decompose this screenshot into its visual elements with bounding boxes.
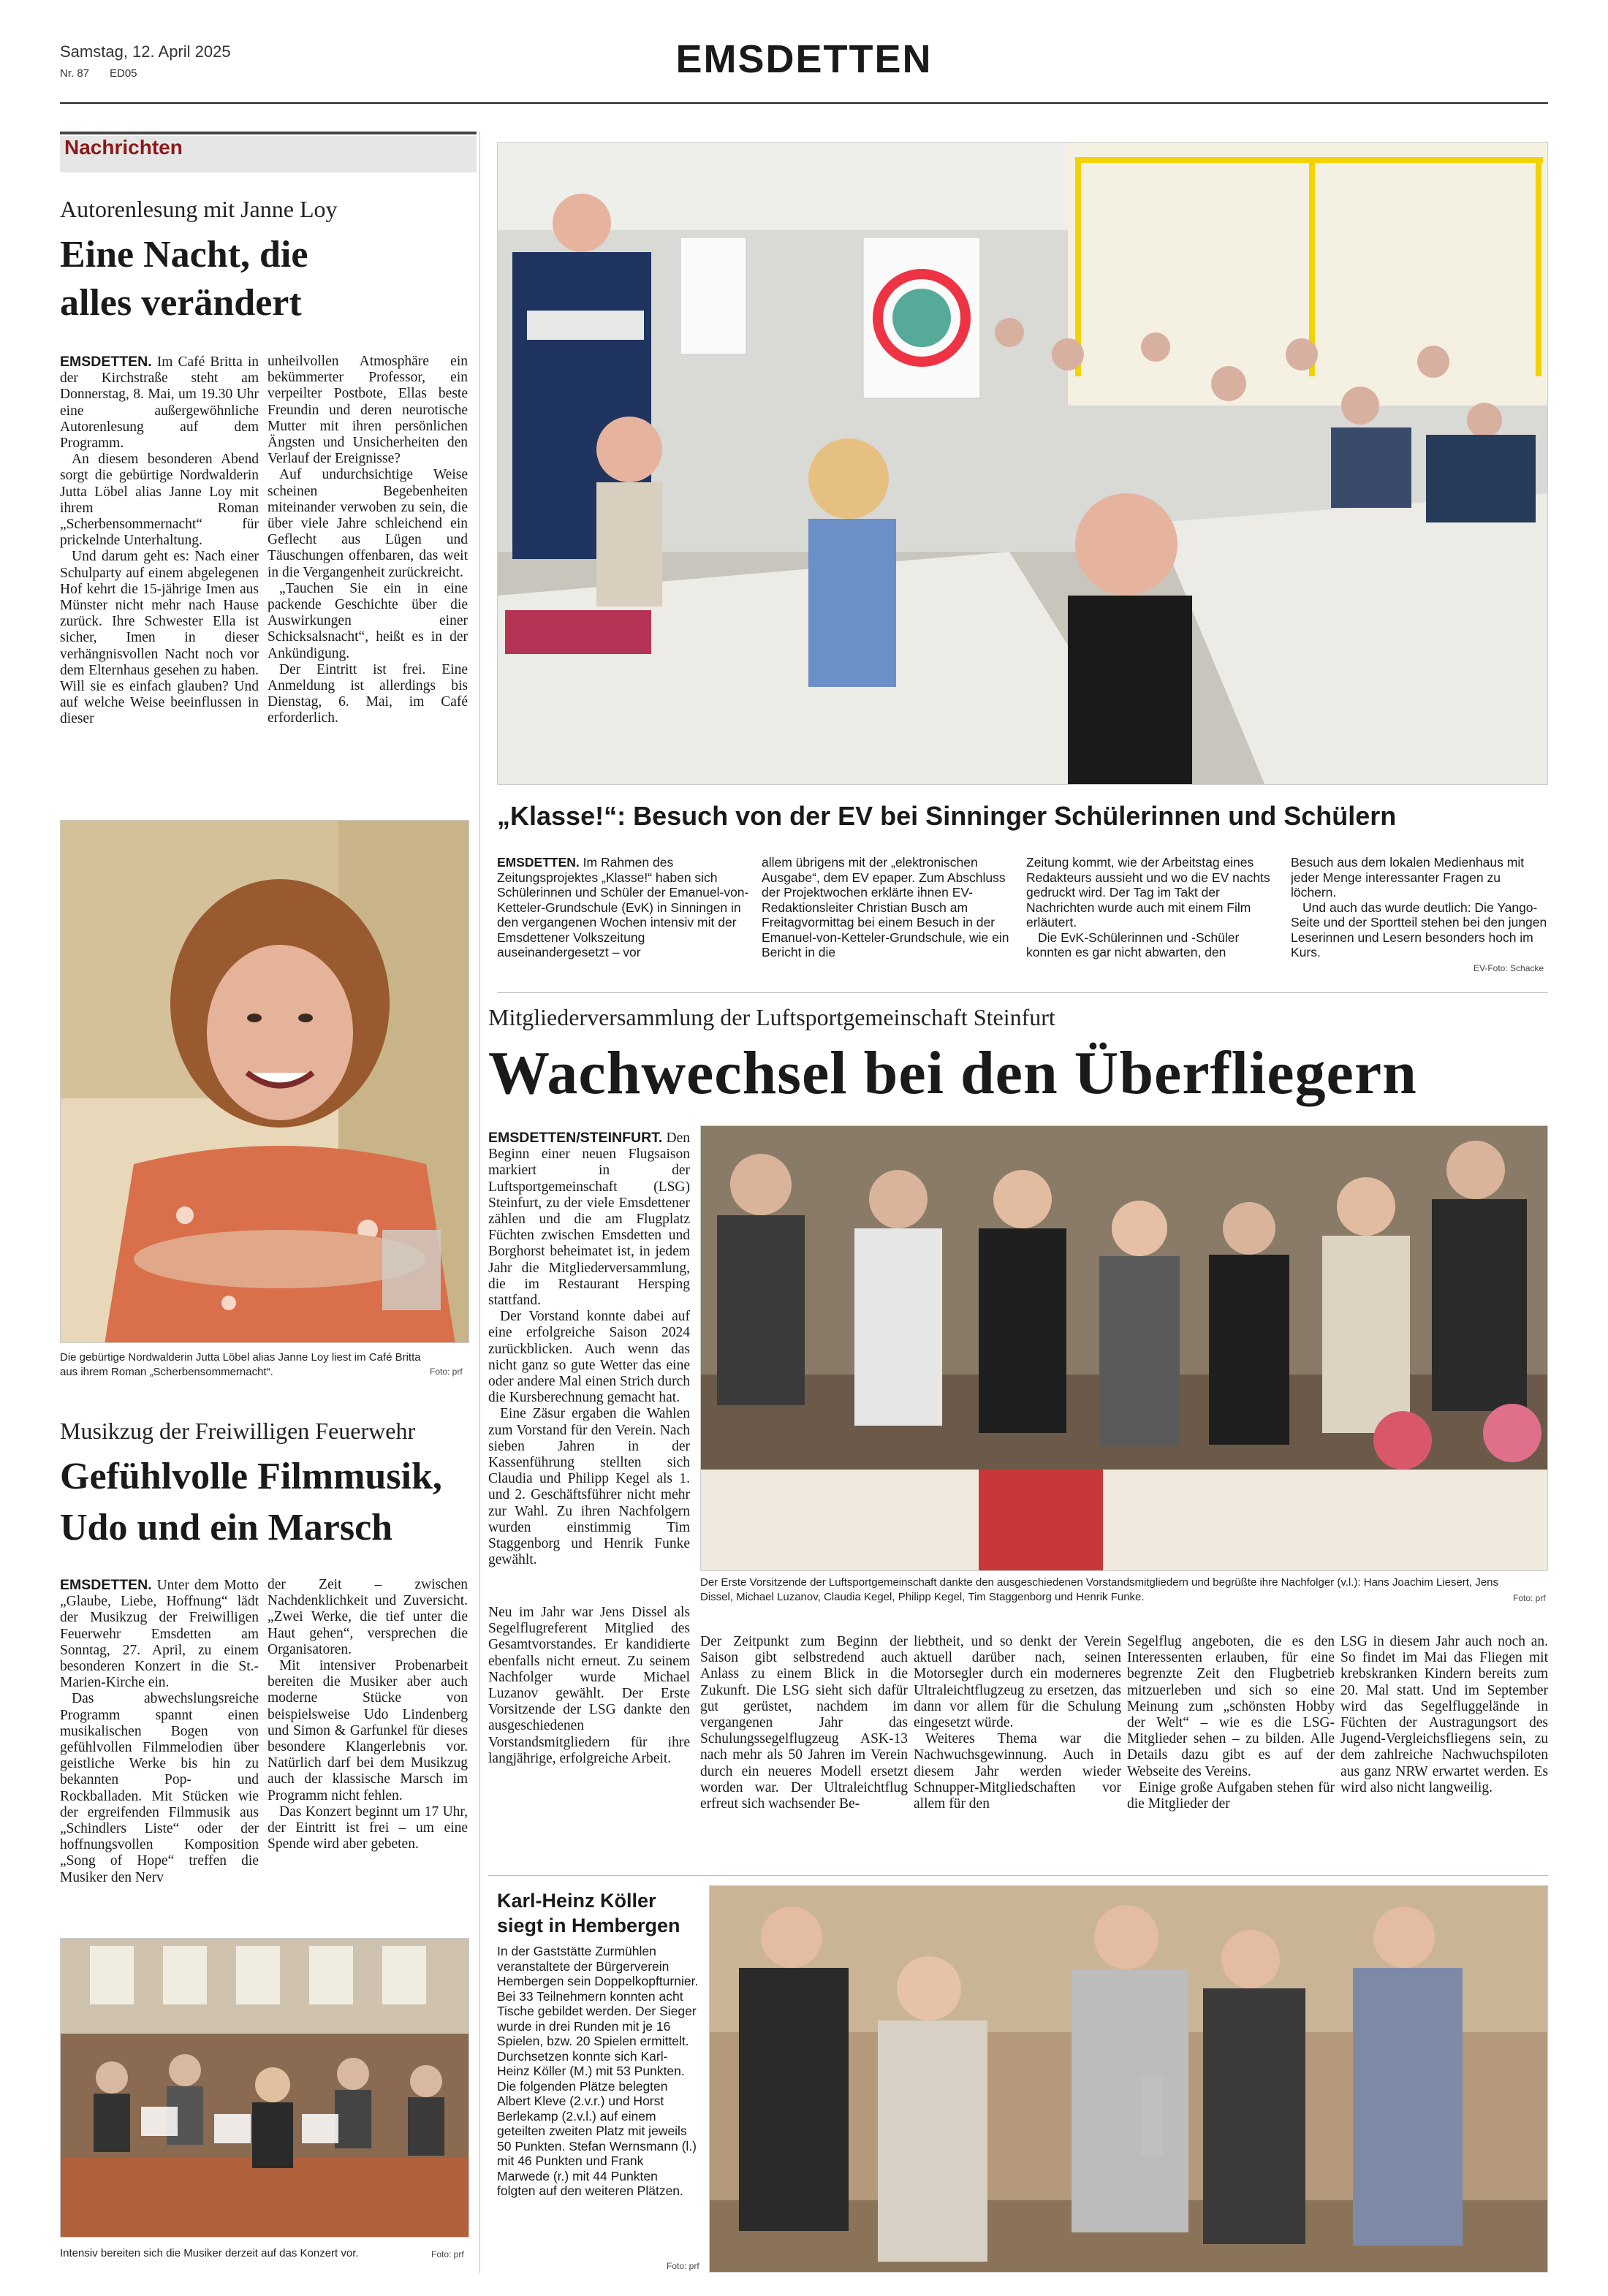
klasse-column-4: Besuch aus dem lokalen Medienhaus mit jeder Menge interessanter Fragen zu löchern. Und auch das wurde deutlich: Die Yango-Seite und der Sportteil stehen bei den jungen Leserinnen und Lesern besonders hoch im Kurs.	[1291, 855, 1547, 959]
issue-number: Nr. 87	[60, 67, 90, 80]
rubric-rule	[60, 132, 477, 134]
klasse-photo-credit: EV-Foto: Schacke	[1474, 963, 1544, 973]
autoren-kicker: Autorenlesung mit Janne Loy	[60, 196, 338, 222]
classroom-photo	[497, 142, 1548, 785]
lsg-headline: Wachwechsel bei den Überfliegern	[488, 1039, 1417, 1107]
klasse-column-2: allem übrigens mit der „elektronischen Ausgabe“, dem EV epaper. Zum Abschluss der Projektwochen erklärte ihnen EV-Redaktionsleiter Christian Busch am Freitagvormittag bei einem Besuch in der Emanuel-von-Ketteler-Grundschule, wie ein Bericht in die	[762, 855, 1009, 959]
band-photo-credit: Foto: prf	[431, 2249, 464, 2259]
musikzug-kicker: Musikzug der Freiwilligen Feuerwehr	[60, 1418, 416, 1444]
doppelkopf-winners-photo	[709, 1885, 1548, 2273]
rubric-label: Nachrichten	[64, 136, 183, 159]
lsg-intro-column: EMSDETTEN/STEINFURT. Den Beginn einer neuen Flugsaison markiert in der Luftsportgemeinschaft (LSG) Steinfurt, zu der viele Emsdettener zählen und die am Flugplatz Füchten zwischen Emsdetten und Borghorst beheimatet ist, in jedem Jahr die Mitgliederversammlung, die im Restaurant Hersping stattfand. Der Vorstand konnte dabei auf eine erfolgreiche Saison 2024 zurückblicken. Auch wenn das nicht ganz so gute Wetter das eine oder andere Mal einen Strich durch die Kursberechnung gemacht hat. Eine Zäsur ergaben die Wahlen zum Vorstand für den Verein. Nach sieben Jahren in der Kassenführung stellten sich Claudia und Philipp Kegel als 1. und 2. Geschäftsführer nicht mehr zur Wahl. Zu ihren Nachfolgern wurden einstimmig Tim Staggenborg und Henrik Funke gewählt.	[488, 1130, 690, 1568]
koeller-photo-credit: Foto: prf	[667, 2261, 699, 2271]
lsg-column-4: Segelflug angeboten, die es den Interessenten erlauben, für eine begrenzte Zeit den Flugbetrieb mitzuerleben und sich so eine Meinung zum „schönsten Hobby der Welt“ – wie es die LSG-Mitglieder sehen – zu bilden. Alle Details dazu gibt es auf der Webseite des Vereins. Einige große Aufgaben stehen für die Mitglieder der	[1127, 1634, 1335, 1812]
masthead-rule	[60, 102, 1548, 104]
lsg-board-photo	[700, 1125, 1548, 1571]
issue-date: Samstag, 12. April 2025	[60, 42, 231, 61]
klasse-headline: „Klasse!“: Besuch von der EV bei Sinninger Schülerinnen und Schülern	[497, 801, 1397, 831]
klasse-divider	[497, 992, 1548, 993]
band-rehearsal-photo	[60, 1938, 469, 2238]
musikzug-column-1: EMSDETTEN. Unter dem Motto „Glaube, Liebe, Hoffnung“ lädt der Musikzug der Freiwilligen Feuerwehr Emsdetten am Sonntag, 27. April, zu einem besonderen Konzert in die St.-Marien-Kirche ein. Das abwechslungsreiche Programm spannt einen musikalischen Bogen von gefühlvollen Filmmelodien über geistliche Werke bis hin zu bekannten Pop- und Rockballaden. Mit Stücken wie der ergreifenden Filmmusik aus „Schindlers Liste“ oder der hoffnungsvollen Komposition „Song of Hope“ treffen die Musiker den Nerv	[60, 1577, 259, 1885]
klasse-column-3: Zeitung kommt, wie der Arbeitstag eines Redakteurs aussieht und wo die EV nachts gedruckt wird. Der Tag im Takt der Nachrichten wurde auch mit einem Film erläutert. Die EvK-Schülerinnen und -Schüler konnten es gar nicht abwarten, den	[1026, 855, 1270, 959]
autoren-column-1: EMSDETTEN. Im Café Britta in der Kirchstraße steht am Donnerstag, 8. Mai, um 19.30 Uhr eine außergewöhnliche Autorenlesung auf dem Programm. An diesem besonderen Abend sorgt die gebürtige Nordwalderin Jutta Löbel alias Janne Loy mit ihrem Roman „Scherbensommernacht“ für prickelnde Unterhaltung. Und darum geht es: Nach einer Schulparty auf einem abgelegenen Hof kehrt die 15-jährige Imen aus Münster nicht mehr nach Hause zurück. Ihre Schwester Ella ist sicher, Imen in dieser verhängnisvollen Nacht noch vor dem Elternhaus gesehen zu haben. Will sie es einfach glauben? Und auf welche Weise beeinflussen in dieser	[60, 354, 259, 727]
lsg-column-5: LSG in diesem Jahr auch noch an. So findet im Mai das Fliegen mit krebskranken Kindern bereits zum 20. Mal statt. Und im September wird das Segelfluggelände in Füchten der Austragungsort des Jugend-Vergleichsfliegens sein, zu dem zahlreiche Nachwuchspiloten aus ganz NRW erwartet werden. Es wird also nicht langweilig.	[1340, 1634, 1548, 1795]
band-photo-caption: Intensiv bereiten sich die Musiker derzeit auf das Konzert vor.	[60, 2247, 359, 2259]
musikzug-column-2: der Zeit – zwischen Nachdenklichkeit und Zuversicht. „Zwei Werke, die tief unter die Haut gehen“, versprechen die Organisatoren. Mit intensiver Probenarbeit bereiten die Musiker aber auch moderne Stücke von beispielsweise Udo Lindenberg und Simon & Garfunkel für dieses besondere Klangerlebnis vor. Natürlich darf bei dem Musikzug auch der klassische Marsch im Programm nicht fehlen. Das Konzert beginnt um 17 Uhr, der Eintritt ist frei – um eine Spende wird aber gebeten.	[268, 1577, 468, 1852]
lsg-photo-caption: Der Erste Vorsitzende der Luftsportgemeinschaft dankte den ausgeschiedenen Vorstandsmitgliedern und begrüßte ihre Nachfolger (v.l.): Hans Joachim Liesert, Jens Dissel, Michael Luzanov, Claudia Kegel, Philipp Kegel, Tim Staggenborg und Henrik Funke.	[700, 1576, 1498, 1603]
lsg-column-2: Der Zeitpunkt zum Beginn der Saison gibt selbstredend auch Anlass zu einem Blick in die Zukunft. Die LSG sieht sich dafür gut gerüstet, nachdem im vergangenen Jahr das Schulungssegelflugzeug ASK-13 nach mehr als 50 Jahren im Verein durch ein neueres Modell ersetzt worden war. Der Ultraleichtflug erfreut sich wachsender Be-	[700, 1634, 908, 1812]
musikzug-headline: Gefühlvolle Filmmusik, Udo und ein Marsch	[60, 1456, 442, 1548]
lsg-photo-credit: Foto: prf	[1513, 1593, 1546, 1603]
autoren-headline: Eine Nacht, die alles verändert	[60, 234, 308, 324]
author-photo-credit: Foto: prf	[430, 1366, 463, 1377]
author-photo-caption: Die gebürtige Nordwalderin Jutta Löbel alias Janne Loy liest im Café Britta aus ihrem Roman „Scherbensommernacht“.	[60, 1351, 421, 1378]
edition-code: ED05	[110, 67, 137, 80]
lsg-column-1: Neu im Jahr war Jens Dissel als Segelflugreferent Mitglied des Gesamtvorstandes. Er kandidierte ebenfalls nicht erneut. Zu seinem Nachfolger wurde Michael Luzanov gewählt. Der Erste Vorsitzende der LSG dankte den ausgeschiedenen Vorstandsmitgliedern für ihre langjährige, erfolgreiche Arbeit.	[488, 1605, 690, 1766]
section-title: EMSDETTEN	[675, 37, 933, 81]
koeller-headline: Karl-Heinz Köller siegt in Hembergen	[497, 1890, 680, 1936]
column-divider	[479, 132, 480, 2273]
lsg-kicker: Mitgliederversammlung der Luftsportgemeinschaft Steinfurt	[488, 1004, 1055, 1030]
lsg-column-3: liebtheit, und so denkt der Verein aktuell darüber nach, seinen Motorsegler durch ein moderneres Ultraleichtflugzeug zu ersetzen, das dann vor allem für die Schulung eingesetzt würde. Weiteres Thema war die Nachwuchsgewinnung. Auch in diesem Jahr werden wieder Schnupper-Mitgliedschaften vor allem für den	[914, 1634, 1121, 1812]
koeller-text: In der Gaststätte Zurmühlen veranstaltete der Bürgerverein Hembergen sein Doppelkopfturnier. Bei 33 Teilnehmern konnten acht Tische gebildet werden. Der Sieger wurde in drei Runden mit je 16 Spielen, bzw. 20 Spielen ermittelt. Durchsetzen konnte sich Karl-Heinz Köller (M.) mit 53 Punkten. Die folgenden Plätze belegten Albert Kleve (2.v.r.) und Horst Berlekamp (2.v.l.) auf einem geteilten zweiten Platz mit jeweils 50 Punkten. Stefan Wernsmann (l.) mit 46 Punkten und Frank Marwede (r.) mit 44 Punkten folgten auf den weiteren Plätzen.	[497, 1944, 699, 2198]
author-portrait-photo	[60, 820, 469, 1343]
autoren-column-2: unheilvollen Atmosphäre ein bekümmerter Professor, ein verpeilter Postbote, Ellas beste Freundin und deren neurotische Mutter mit ihren persönlichen Ängsten und Unsicherheiten den Verlauf der Ereignisse? Auf undurchsichtige Weise scheinen Begebenheiten miteinander verwoben zu sein, die über viele Jahre schleichend ein Geflecht aus Lügen und Täuschungen offenbaren, das weit in die Vergangenheit zurückreicht. „Tauchen Sie ein in eine packende Geschichte über die Auswirkungen einer Schicksalsnacht“, heißt es in der Ankündigung. Der Eintritt ist frei. Eine Anmeldung ist allerdings bis Dienstag, 6. Mai, im Café erforderlich.	[268, 354, 468, 726]
lsg-divider	[488, 1875, 1548, 1876]
klasse-column-1: EMSDETTEN. Im Rahmen des Zeitungsprojektes „Klasse!“ haben sich Schülerinnen und Schüler der Emanuel-von-Ketteler-Grundschule (EvK) in Sinningen in den vergangenen Wochen intensiv mit der Emsdettener Volkszeitung auseinandergesetzt – vor	[497, 855, 749, 959]
